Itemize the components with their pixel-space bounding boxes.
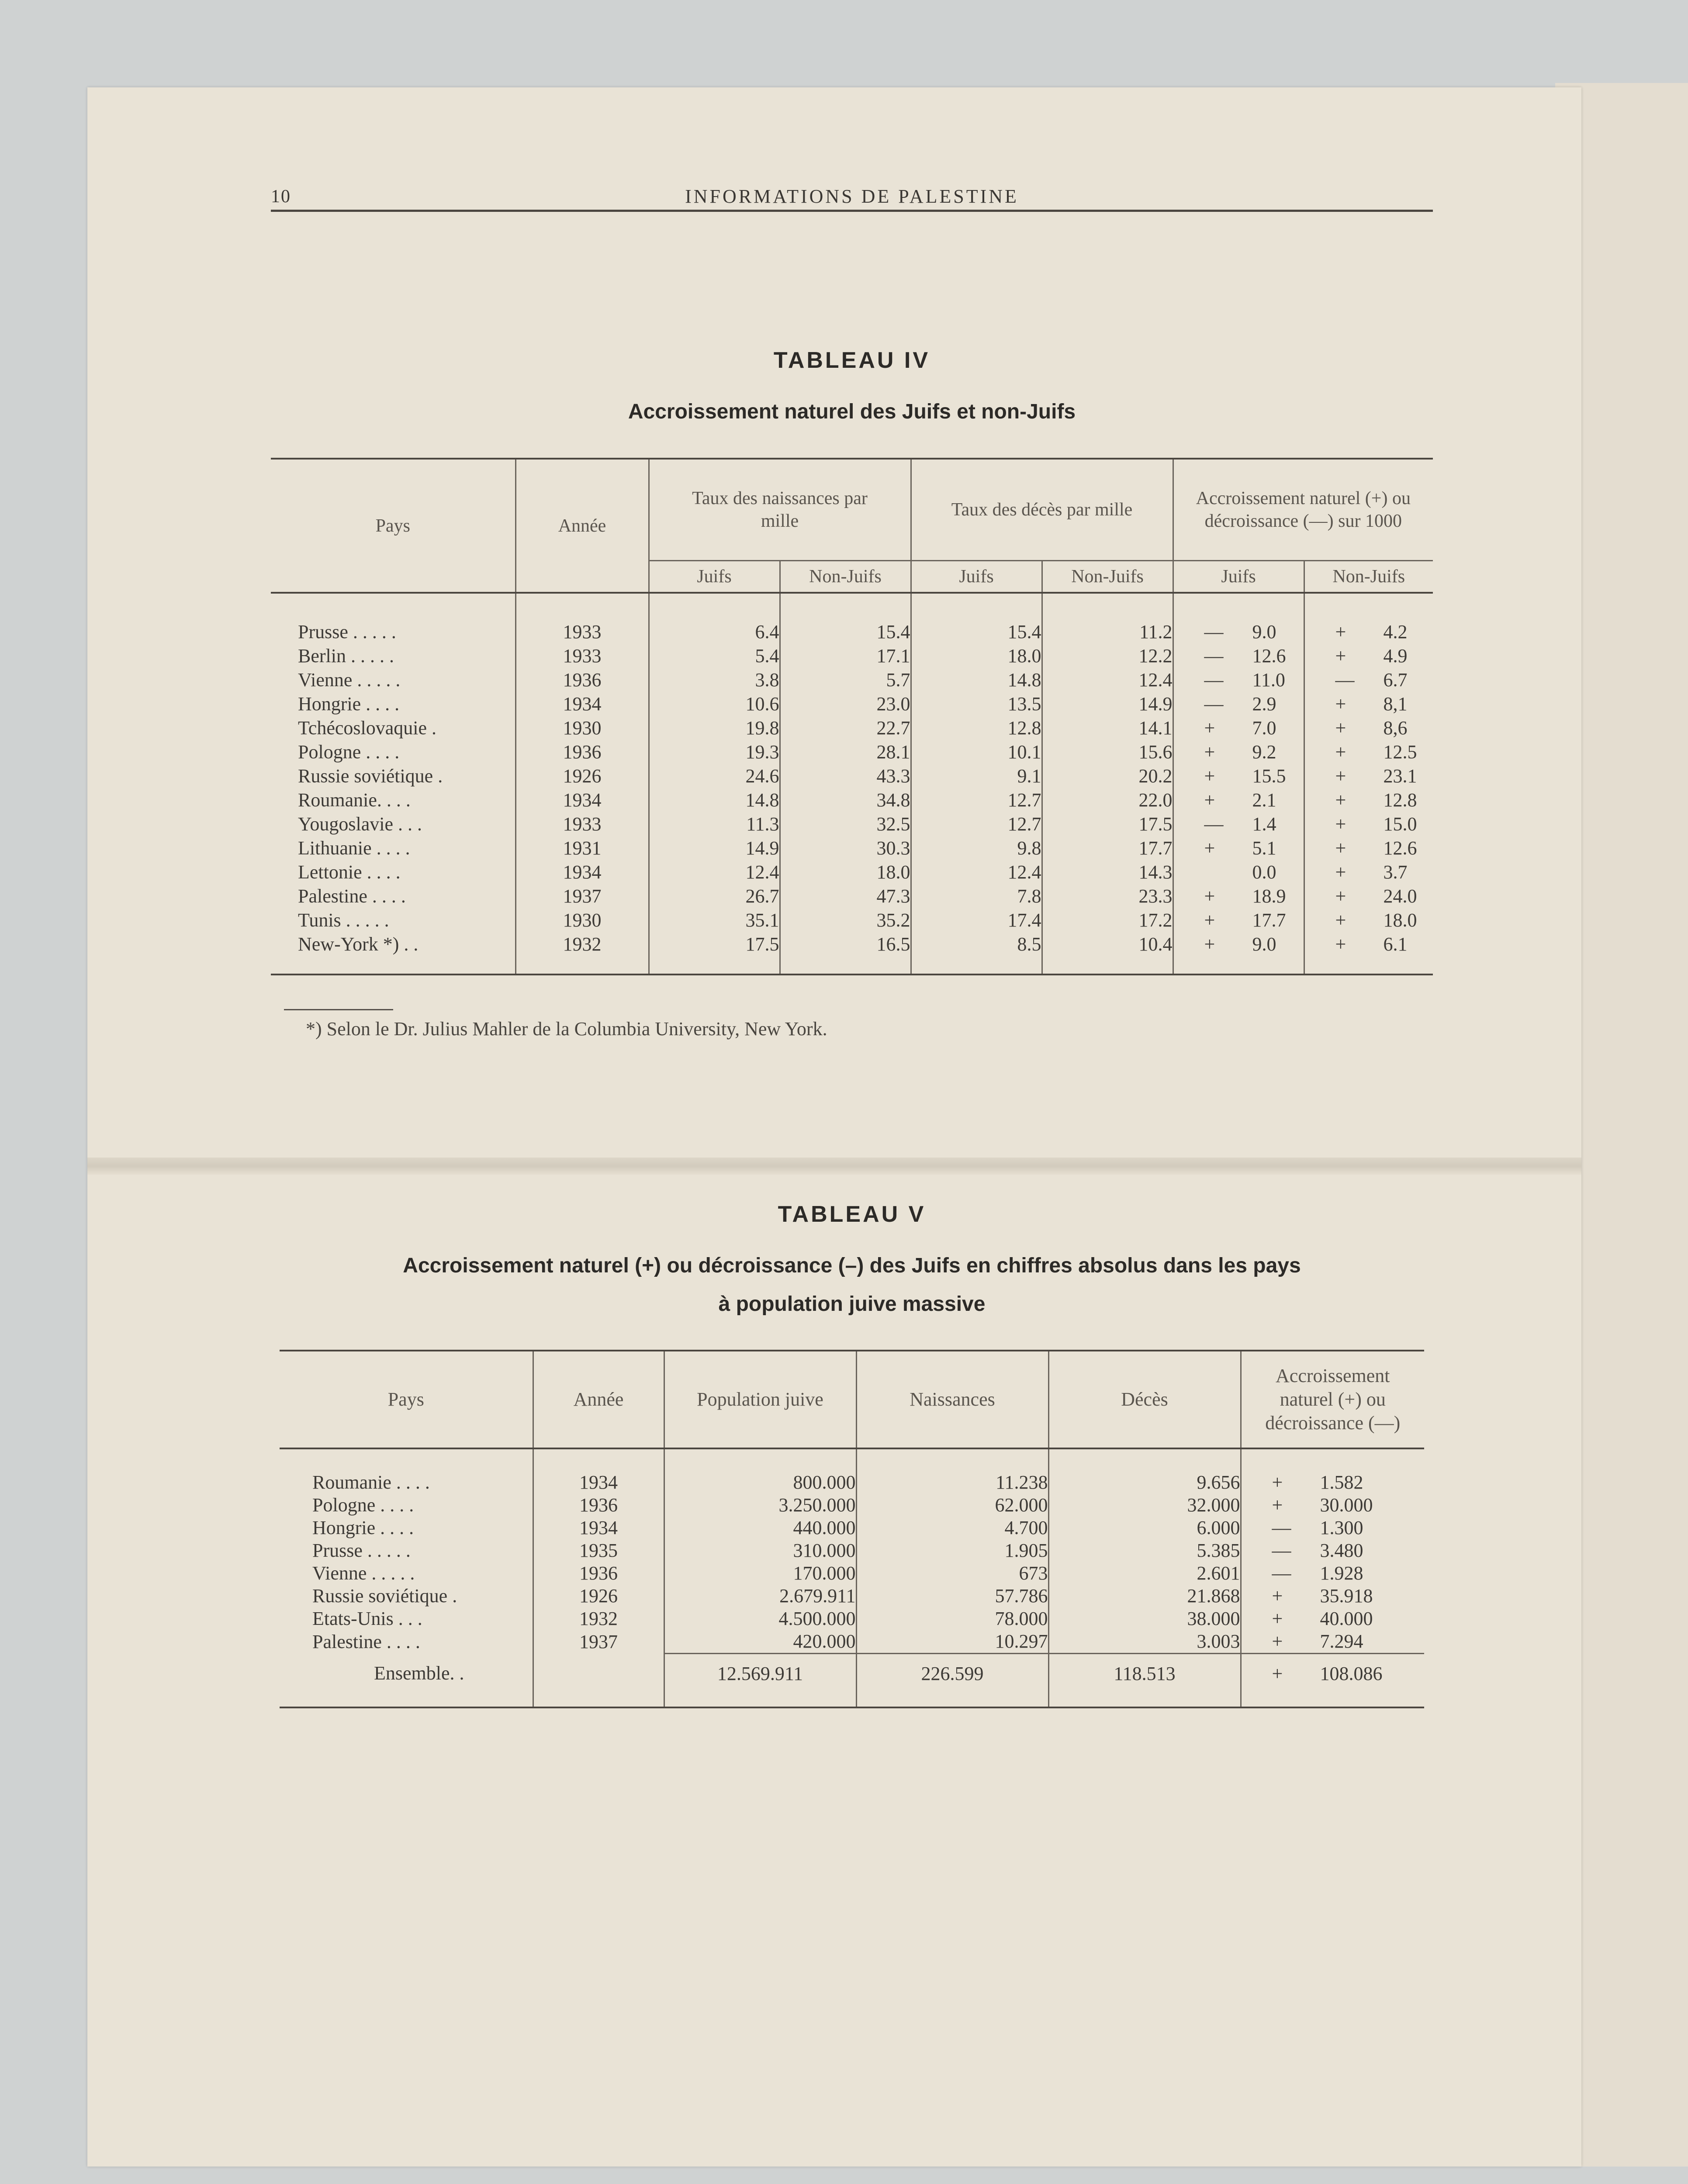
table4-cell-annee: 1926	[515, 764, 649, 788]
table5-cell-naissances: 673	[856, 1562, 1048, 1585]
table5-cell-annee: 1935	[533, 1539, 664, 1562]
table4-header-accroissement: Accroissement naturel (+) ou décroissance (—) sur 1000	[1173, 459, 1433, 561]
table5-cell-naissances: 57.786	[856, 1585, 1048, 1607]
table4-cell-pays: Hongrie . . . .	[298, 693, 400, 715]
table4-cell-acc-juifs	[1173, 740, 1304, 764]
table5-cell-naissances: 78.000	[856, 1607, 1048, 1630]
table4-cell-pays: Tchécoslovaquie .	[298, 717, 437, 739]
table4-cell-acc-nonjuifs	[1304, 644, 1433, 668]
table4-cell-acc-nonjuifs-value: 4.9	[1383, 645, 1408, 667]
table4-cell-acc-nonjuifs-sign: +	[1335, 717, 1346, 739]
table4-cell-dec-juifs: 9.1	[911, 764, 1042, 788]
table5-cell-pays: Hongrie . . . .	[312, 1517, 414, 1538]
table5-cell-population: 3.250.000	[664, 1494, 856, 1517]
table4-cell-annee: 1936	[515, 668, 649, 692]
table4-cell-nai-juifs: 17.5	[649, 932, 780, 956]
table4-header-pays: Pays	[271, 459, 515, 593]
table4-cell-acc-juifs-sign: +	[1204, 789, 1215, 811]
table4-header-dec-nonjuifs: Non-Juifs	[1042, 561, 1173, 593]
table4-cell-acc-juifs	[1173, 860, 1304, 884]
table4-cell-nai-nonjuifs: 43.3	[780, 764, 911, 788]
table5-header-pays: Pays	[280, 1351, 533, 1448]
table5-cell-pays: Vienne . . . . .	[312, 1562, 415, 1584]
table5-cell-accroissement	[1241, 1562, 1424, 1585]
table4-row	[271, 740, 1433, 764]
table4-cell-annee: 1932	[515, 932, 649, 956]
table5-cell-deces: 5.385	[1048, 1539, 1241, 1562]
table5-cell-accroissement	[1241, 1494, 1424, 1517]
table4-cell-acc-nonjuifs-value: 18.0	[1383, 909, 1417, 931]
table4-cell-dec-nonjuifs: 14.1	[1042, 716, 1173, 740]
table5-cell-pays: Russie soviétique .	[312, 1585, 457, 1607]
table5-row	[280, 1562, 1424, 1585]
table5-cell-annee: 1936	[533, 1562, 664, 1585]
table5-cell-pays: Roumanie . . . .	[312, 1472, 430, 1493]
table4-cell-nai-nonjuifs: 17.1	[780, 644, 911, 668]
table4-cell-acc-juifs-value: 17.7	[1252, 909, 1286, 931]
table4	[271, 458, 1433, 975]
table4-cell-acc-nonjuifs-value: 8,1	[1383, 693, 1408, 715]
table4-cell-acc-juifs-value: 18.9	[1252, 885, 1286, 907]
table4-cell-acc-nonjuifs	[1304, 884, 1433, 908]
table4-cell-nai-nonjuifs: 18.0	[780, 860, 911, 884]
table5-cell-accroissement-value: 30.000	[1320, 1494, 1373, 1516]
table5-cell-population: 170.000	[664, 1562, 856, 1585]
table4-cell-acc-juifs-value: 2.9	[1252, 693, 1276, 715]
table4-cell-acc-nonjuifs-value: 12.8	[1383, 789, 1417, 811]
table4-cell-nai-juifs: 12.4	[649, 860, 780, 884]
table4-cell-nai-juifs: 6.4	[649, 620, 780, 644]
table4-cell-acc-nonjuifs-value: 3.7	[1383, 861, 1408, 883]
table4-cell-nai-nonjuifs: 23.0	[780, 692, 911, 716]
table4-row	[271, 620, 1433, 644]
table4-cell-dec-juifs: 17.4	[911, 908, 1042, 932]
table4-cell-acc-juifs-value: 9.2	[1252, 741, 1276, 763]
table4-cell-acc-nonjuifs-value: 4.2	[1383, 621, 1408, 643]
table4-cell-dec-juifs: 14.8	[911, 668, 1042, 692]
table5-cell-population: 4.500.000	[664, 1607, 856, 1630]
table4-cell-nai-juifs: 5.4	[649, 644, 780, 668]
table5-cell-deces: 21.868	[1048, 1585, 1241, 1607]
table5-header-annee: Année	[533, 1351, 664, 1448]
table4-cell-pays: New-York *) . .	[298, 933, 419, 955]
table4-cell-dec-juifs: 7.8	[911, 884, 1042, 908]
table5-total-deces: 118.513	[1048, 1654, 1241, 1694]
table5-cell-accroissement	[1241, 1517, 1424, 1539]
table4-cell-dec-nonjuifs: 23.3	[1042, 884, 1173, 908]
table4-cell-acc-juifs-sign: +	[1204, 741, 1215, 763]
table4-header-deces: Taux des décès par mille	[911, 459, 1173, 561]
table4-header-nai-juifs: Juifs	[649, 561, 780, 593]
table4-cell-nai-nonjuifs: 30.3	[780, 836, 911, 860]
table4-cell-dec-nonjuifs: 14.9	[1042, 692, 1173, 716]
table4-cell-acc-juifs	[1173, 716, 1304, 740]
table5-cell-naissances: 62.000	[856, 1494, 1048, 1517]
table5-cell-accroissement	[1241, 1607, 1424, 1630]
table4-title: TABLEAU IV	[773, 348, 930, 373]
table4-cell-annee: 1937	[515, 884, 649, 908]
table4-cell-acc-nonjuifs	[1304, 908, 1433, 932]
table4-cell-acc-juifs	[1173, 788, 1304, 812]
table4-cell-acc-juifs-sign: +	[1204, 933, 1215, 955]
table4-cell-dec-juifs: 18.0	[911, 644, 1042, 668]
table4-cell-nai-nonjuifs: 35.2	[780, 908, 911, 932]
table5-row	[280, 1494, 1424, 1517]
table5-cell-accroissement-sign: +	[1272, 1494, 1283, 1516]
table4-cell-acc-nonjuifs	[1304, 860, 1433, 884]
table4-cell-acc-juifs-sign: +	[1204, 837, 1215, 859]
table4-cell-pays: Roumanie. . . .	[298, 789, 411, 811]
table4-cell-acc-juifs-value: 1.4	[1252, 813, 1276, 835]
table4-cell-acc-nonjuifs-sign: +	[1335, 861, 1346, 883]
table4-cell-acc-juifs-sign: —	[1204, 645, 1224, 667]
table4-cell-acc-nonjuifs	[1304, 836, 1433, 860]
table4-cell-acc-juifs-sign: +	[1204, 717, 1215, 739]
table4-cell-acc-nonjuifs-sign: +	[1335, 765, 1346, 787]
table4-row	[271, 668, 1433, 692]
table5-total-accroissement-sign: +	[1272, 1663, 1283, 1684]
table4-cell-dec-juifs: 10.1	[911, 740, 1042, 764]
table4-cell-nai-juifs: 10.6	[649, 692, 780, 716]
table4-cell-acc-juifs-sign: —	[1204, 669, 1224, 691]
table4-cell-acc-juifs	[1173, 620, 1304, 644]
table5-header-deces: Décès	[1048, 1351, 1241, 1448]
table4-cell-nai-juifs: 14.8	[649, 788, 780, 812]
table5-cell-deces: 9.656	[1048, 1471, 1241, 1494]
table4-cell-dec-nonjuifs: 11.2	[1042, 620, 1173, 644]
table4-cell-pays: Berlin . . . . .	[298, 645, 394, 667]
table5-cell-deces: 32.000	[1048, 1494, 1241, 1517]
journal-title: INFORMATIONS DE PALESTINE	[685, 186, 1019, 207]
table5-cell-population: 310.000	[664, 1539, 856, 1562]
table4-cell-dec-nonjuifs: 12.2	[1042, 644, 1173, 668]
table4-cell-nai-juifs: 3.8	[649, 668, 780, 692]
table4-cell-pays: Lithuanie . . . .	[298, 837, 410, 859]
table5-total-naissances: 226.599	[856, 1654, 1048, 1694]
table4-cell-annee: 1934	[515, 788, 649, 812]
table4-cell-acc-nonjuifs-value: 12.6	[1383, 837, 1417, 859]
table5-cell-accroissement-sign: +	[1272, 1472, 1283, 1493]
table4-footnote: *) Selon le Dr. Julius Mahler de la Columbia University, New York.	[306, 1018, 827, 1040]
table4-cell-dec-nonjuifs: 14.3	[1042, 860, 1173, 884]
table5-cell-accroissement	[1241, 1539, 1424, 1562]
table5-title: TABLEAU V	[778, 1202, 926, 1227]
table4-cell-acc-juifs-value: 2.1	[1252, 789, 1276, 811]
table4-cell-pays: Prusse . . . . .	[298, 621, 396, 643]
table4-cell-acc-juifs-value: 12.6	[1252, 645, 1286, 667]
table5-cell-accroissement-value: 1.300	[1320, 1517, 1363, 1538]
table4-header-naissances: Taux des naissances par mille	[649, 459, 911, 561]
table4-cell-acc-nonjuifs	[1304, 788, 1433, 812]
table4-cell-annee: 1931	[515, 836, 649, 860]
table5-cell-deces: 2.601	[1048, 1562, 1241, 1585]
table4-cell-acc-nonjuifs	[1304, 716, 1433, 740]
table5-total-label: Ensemble. .	[374, 1662, 464, 1684]
table4-cell-acc-nonjuifs-value: 6.7	[1383, 669, 1408, 691]
table4-cell-nai-nonjuifs: 28.1	[780, 740, 911, 764]
table5-row	[280, 1517, 1424, 1539]
table4-cell-acc-juifs-value: 9.0	[1252, 621, 1276, 643]
table4-row	[271, 644, 1433, 668]
table4-cell-acc-nonjuifs-sign: +	[1335, 933, 1346, 955]
table4-cell-pays: Pologne . . . .	[298, 741, 400, 763]
table5-cell-deces: 3.003	[1048, 1630, 1241, 1654]
table4-cell-acc-juifs-value: 15.5	[1252, 765, 1286, 787]
table5-cell-pays: Pologne . . . .	[312, 1494, 414, 1516]
table4-cell-annee: 1933	[515, 620, 649, 644]
table4-cell-acc-nonjuifs-sign: +	[1335, 645, 1346, 667]
table4-row	[271, 860, 1433, 884]
table5-cell-annee: 1934	[533, 1471, 664, 1494]
table5	[280, 1350, 1424, 1708]
table4-row	[271, 692, 1433, 716]
table5-cell-deces: 6.000	[1048, 1517, 1241, 1539]
footnote-rule	[284, 1009, 393, 1010]
table4-cell-acc-juifs	[1173, 884, 1304, 908]
table4-cell-nai-nonjuifs: 22.7	[780, 716, 911, 740]
table4-cell-nai-nonjuifs: 47.3	[780, 884, 911, 908]
table4-cell-dec-juifs: 12.7	[911, 812, 1042, 836]
table4-row	[271, 812, 1433, 836]
table4-cell-pays: Lettonie . . . .	[298, 861, 401, 883]
table5-cell-accroissement-value: 7.294	[1320, 1631, 1363, 1652]
table4-cell-dec-juifs: 15.4	[911, 620, 1042, 644]
table4-cell-dec-juifs: 9.8	[911, 836, 1042, 860]
table4-cell-acc-juifs-value: 0.0	[1252, 861, 1276, 883]
table5-cell-pays: Prusse . . . . .	[312, 1540, 411, 1561]
table4-cell-acc-juifs-sign: +	[1204, 765, 1215, 787]
table4-cell-acc-juifs-value: 5.1	[1252, 837, 1276, 859]
table4-cell-acc-nonjuifs-sign: +	[1335, 813, 1346, 835]
table4-cell-pays: Russie soviétique .	[298, 765, 443, 787]
table4-cell-acc-juifs-sign: —	[1204, 693, 1224, 715]
table4-cell-acc-juifs-value: 9.0	[1252, 933, 1276, 955]
table4-cell-acc-juifs	[1173, 764, 1304, 788]
table4-cell-acc-juifs-sign: +	[1204, 885, 1215, 907]
table5-cell-annee: 1932	[533, 1607, 664, 1630]
table5-cell-annee: 1937	[533, 1630, 664, 1654]
table4-cell-nai-juifs: 11.3	[649, 812, 780, 836]
page-fold	[87, 1158, 1581, 1175]
table5-cell-accroissement-sign: —	[1272, 1540, 1291, 1561]
table4-cell-dec-juifs: 12.8	[911, 716, 1042, 740]
table4-cell-dec-nonjuifs: 10.4	[1042, 932, 1173, 956]
table4-header-annee: Année	[515, 459, 649, 593]
table4-cell-acc-nonjuifs-sign: +	[1335, 789, 1346, 811]
table4-cell-acc-nonjuifs-value: 12.5	[1383, 741, 1417, 763]
table5-total-accroissement-value: 108.086	[1320, 1663, 1383, 1684]
table5-cell-annee: 1926	[533, 1585, 664, 1607]
table4-cell-nai-juifs: 35.1	[649, 908, 780, 932]
table4-cell-dec-juifs: 13.5	[911, 692, 1042, 716]
table4-cell-nai-nonjuifs: 5.7	[780, 668, 911, 692]
table4-cell-acc-nonjuifs-value: 24.0	[1383, 885, 1417, 907]
table4-cell-acc-juifs	[1173, 692, 1304, 716]
table4-cell-annee: 1933	[515, 812, 649, 836]
table5-header-naissances: Naissances	[856, 1351, 1048, 1448]
table4-cell-nai-juifs: 26.7	[649, 884, 780, 908]
table4-cell-acc-juifs-value: 11.0	[1252, 669, 1285, 691]
table5-cell-accroissement-sign: —	[1272, 1517, 1291, 1538]
table5-cell-population: 800.000	[664, 1471, 856, 1494]
table4-cell-acc-juifs	[1173, 812, 1304, 836]
table4-cell-acc-nonjuifs-sign: +	[1335, 837, 1346, 859]
table4-cell-annee: 1930	[515, 908, 649, 932]
table5-cell-annee: 1934	[533, 1517, 664, 1539]
table5-row	[280, 1471, 1424, 1494]
table5-row	[280, 1585, 1424, 1607]
table4-cell-nai-juifs: 14.9	[649, 836, 780, 860]
table5-row	[280, 1630, 1424, 1654]
table4-cell-acc-juifs-value: 7.0	[1252, 717, 1276, 739]
table4-cell-dec-nonjuifs: 22.0	[1042, 788, 1173, 812]
table4-header-nai-nonjuifs: Non-Juifs	[780, 561, 911, 593]
table4-subtitle: Accroissement naturel des Juifs et non-Juifs	[628, 400, 1076, 423]
table4-cell-acc-nonjuifs	[1304, 668, 1433, 692]
table4-cell-nai-nonjuifs: 15.4	[780, 620, 911, 644]
table4-cell-nai-juifs: 19.8	[649, 716, 780, 740]
table4-cell-acc-nonjuifs-sign: +	[1335, 621, 1346, 643]
table4-cell-acc-nonjuifs	[1304, 764, 1433, 788]
table4-cell-acc-nonjuifs-value: 8,6	[1383, 717, 1408, 739]
table5-cell-naissances: 1.905	[856, 1539, 1048, 1562]
table5-header-accroissement: Accroissement naturel (+) ou décroissance (—)	[1241, 1351, 1424, 1448]
table4-row	[271, 884, 1433, 908]
table5-row	[280, 1607, 1424, 1630]
table5-cell-accroissement-sign: +	[1272, 1585, 1283, 1607]
table5-cell-accroissement-sign: +	[1272, 1608, 1283, 1629]
table5-row	[280, 1539, 1424, 1562]
table4-cell-acc-nonjuifs	[1304, 692, 1433, 716]
table4-cell-nai-nonjuifs: 34.8	[780, 788, 911, 812]
table4-row	[271, 908, 1433, 932]
table4-cell-acc-juifs-sign: —	[1204, 813, 1224, 835]
table4-cell-nai-juifs: 24.6	[649, 764, 780, 788]
table5-cell-accroissement-value: 3.480	[1320, 1540, 1363, 1561]
table5-cell-population: 440.000	[664, 1517, 856, 1539]
table5-cell-accroissement-sign: —	[1272, 1562, 1291, 1584]
table4-cell-acc-juifs	[1173, 908, 1304, 932]
table4-cell-acc-nonjuifs	[1304, 620, 1433, 644]
table5-subtitle-line1: Accroissement naturel (+) ou décroissance (–) des Juifs en chiffres absolus dans les pays	[403, 1254, 1301, 1277]
table4-row	[271, 932, 1433, 956]
table5-cell-deces: 38.000	[1048, 1607, 1241, 1630]
table5-cell-naissances: 11.238	[856, 1471, 1048, 1494]
table4-cell-annee: 1934	[515, 860, 649, 884]
table4-cell-dec-nonjuifs: 12.4	[1042, 668, 1173, 692]
table4-cell-annee: 1936	[515, 740, 649, 764]
table4-cell-acc-nonjuifs-sign: +	[1335, 693, 1346, 715]
table4-cell-dec-nonjuifs: 17.7	[1042, 836, 1173, 860]
table4-cell-dec-nonjuifs: 17.5	[1042, 812, 1173, 836]
table5-cell-accroissement	[1241, 1585, 1424, 1607]
table4-cell-acc-nonjuifs-value: 6.1	[1383, 933, 1408, 955]
table4-cell-dec-nonjuifs: 15.6	[1042, 740, 1173, 764]
table5-cell-pays: Etats-Unis . . .	[312, 1608, 422, 1629]
table4-cell-acc-nonjuifs	[1304, 740, 1433, 764]
table4-cell-acc-nonjuifs-value: 15.0	[1383, 813, 1417, 835]
table4-cell-acc-nonjuifs-sign: +	[1335, 885, 1346, 907]
table4-cell-pays: Vienne . . . . .	[298, 669, 401, 691]
table5-cell-population: 2.679.911	[664, 1585, 856, 1607]
table5-cell-accroissement-value: 1.582	[1320, 1472, 1363, 1493]
table4-cell-dec-nonjuifs: 17.2	[1042, 908, 1173, 932]
table4-cell-pays: Tunis . . . . .	[298, 909, 389, 931]
table4-cell-acc-nonjuifs-sign: +	[1335, 741, 1346, 763]
running-header	[271, 183, 1433, 212]
table5-total-population: 12.569.911	[664, 1654, 856, 1694]
table4-row	[271, 764, 1433, 788]
table4-header-acc-nonjuifs: Non-Juifs	[1304, 561, 1433, 593]
table4-cell-acc-nonjuifs-value: 23.1	[1383, 765, 1417, 787]
table5-total-accroissement	[1241, 1654, 1424, 1694]
table4-cell-annee: 1933	[515, 644, 649, 668]
table4-cell-dec-juifs: 12.4	[911, 860, 1042, 884]
table4-row	[271, 836, 1433, 860]
table5-total-row	[280, 1654, 1424, 1694]
table5-cell-accroissement	[1241, 1630, 1424, 1654]
table5-total-annee	[533, 1654, 664, 1694]
table4-row	[271, 716, 1433, 740]
table5-cell-naissances: 10.297	[856, 1630, 1048, 1654]
table4-cell-nai-nonjuifs: 32.5	[780, 812, 911, 836]
table5-cell-accroissement-sign: +	[1272, 1631, 1283, 1652]
table5-cell-accroissement-value: 40.000	[1320, 1608, 1373, 1629]
table4-cell-dec-juifs: 12.7	[911, 788, 1042, 812]
table4-cell-acc-nonjuifs-sign: —	[1335, 669, 1355, 691]
table4-cell-nai-juifs: 19.3	[649, 740, 780, 764]
table4-row	[271, 788, 1433, 812]
table5-cell-accroissement-value: 35.918	[1320, 1585, 1373, 1607]
page-number: 10	[271, 187, 291, 207]
table5-subtitle-line2: à population juive massive	[718, 1292, 986, 1316]
table4-header-dec-juifs: Juifs	[911, 561, 1042, 593]
table4-cell-acc-juifs	[1173, 668, 1304, 692]
table5-cell-accroissement	[1241, 1471, 1424, 1494]
table4-cell-nai-nonjuifs: 16.5	[780, 932, 911, 956]
table5-cell-pays: Palestine . . . .	[312, 1631, 420, 1652]
table4-cell-acc-juifs	[1173, 932, 1304, 956]
table5-cell-population: 420.000	[664, 1630, 856, 1654]
table5-cell-annee: 1936	[533, 1494, 664, 1517]
table5-header-population: Population juive	[664, 1351, 856, 1448]
table4-cell-pays: Palestine . . . .	[298, 885, 406, 907]
table4-cell-acc-juifs-sign: —	[1204, 621, 1224, 643]
table4-cell-annee: 1930	[515, 716, 649, 740]
document-page	[87, 87, 1581, 2167]
table5-cell-accroissement-value: 1.928	[1320, 1562, 1363, 1584]
table4-cell-pays: Yougoslavie . . .	[298, 813, 422, 835]
table4-cell-acc-nonjuifs	[1304, 932, 1433, 956]
table4-header-acc-juifs: Juifs	[1173, 561, 1304, 593]
table4-cell-dec-nonjuifs: 20.2	[1042, 764, 1173, 788]
table4-cell-acc-juifs	[1173, 644, 1304, 668]
table5-cell-naissances: 4.700	[856, 1517, 1048, 1539]
table4-cell-acc-nonjuifs	[1304, 812, 1433, 836]
table4-cell-acc-nonjuifs-sign: +	[1335, 909, 1346, 931]
table4-cell-dec-juifs: 8.5	[911, 932, 1042, 956]
table4-cell-acc-juifs	[1173, 836, 1304, 860]
table4-cell-acc-juifs-sign: +	[1204, 909, 1215, 931]
table4-cell-annee: 1934	[515, 692, 649, 716]
